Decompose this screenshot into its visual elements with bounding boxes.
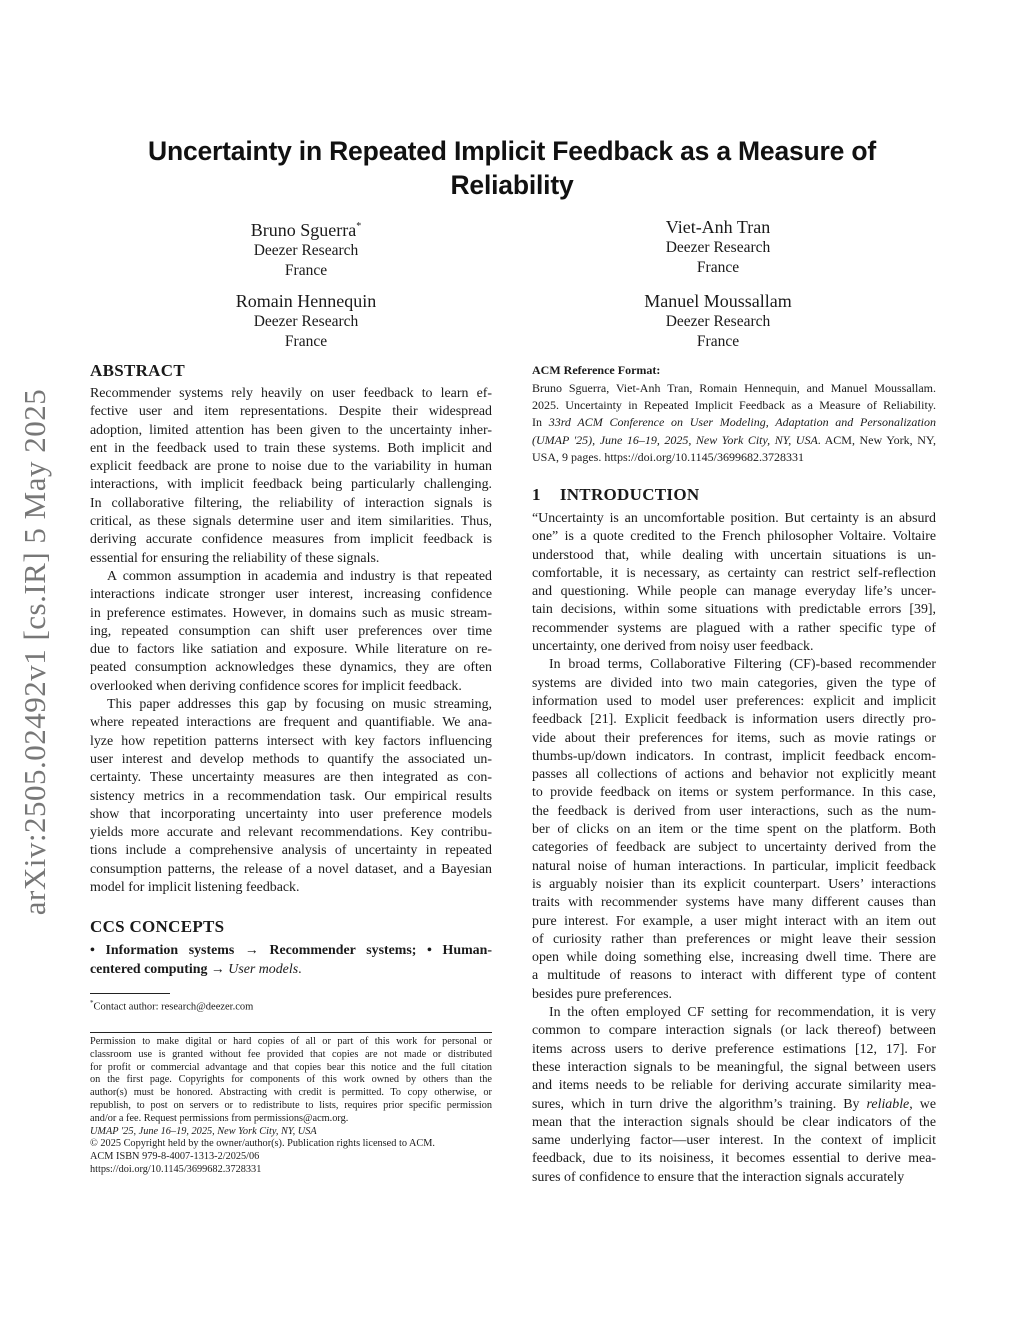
ccs-concepts	[90, 941, 492, 979]
text-line: and questioning. While people can manage everyday life’s uncer-	[532, 584, 936, 600]
author-name: Romain Hennequin	[235, 291, 377, 311]
text-line: author(s) must be honored. Abstracting with credit is permitted. To copy otherwise, or	[90, 1087, 492, 1099]
author-country: France	[696, 259, 740, 276]
copyright-line: © 2025 Copyright held by the owner/author(s). Publication rights licensed to ACM.	[90, 1138, 436, 1150]
text-line: model for implicit listening feedback.	[90, 880, 300, 896]
text-line: ent in the feedback used to train these systems. Both implicit and	[90, 440, 492, 456]
acm-ref-line: 2025. Uncertainty in Repeated Implicit Feedback as a Measure of Reliability.	[532, 398, 936, 413]
text-line: deriving accurate confidence measures from implicit feedback is	[90, 532, 492, 548]
text-line: where repeated interactions are frequent and quantifiable. We ana-	[90, 715, 492, 731]
text-line: lyze how repetition patterns intersect with key factors influencing	[90, 733, 492, 749]
text-line: peated consumption acknowledges these dynamics, they are often	[90, 660, 492, 676]
text-line: and items needs to be reliable for deriving accurate similarity mea-	[532, 1078, 936, 1094]
text-line: sistency metrics in a recommendation task. Our empirical results	[90, 788, 492, 804]
abstract-paragraph-1	[90, 385, 492, 568]
text-line: systems are divided into two main categories, given the type of	[532, 675, 936, 691]
abstract-paragraph-3	[90, 696, 492, 897]
abstract-paragraph-2	[90, 568, 492, 696]
intro-paragraph-1	[532, 510, 936, 656]
text-line: in preference estimates. However, in domains such as music stream-	[90, 605, 492, 621]
text-line: In the often employed CF setting for recommendation, it is very	[549, 1005, 936, 1021]
text-line: fective user and item representations. Despite their widespread	[90, 404, 492, 420]
text-line: natural noise of human interactions. In particular, implicit feedback	[532, 858, 936, 874]
venue-line: UMAP '25, June 16–19, 2025, New York City, NY, USA	[90, 1125, 317, 1137]
text-line: recommender systems are plagued with a rather specific type of	[532, 620, 936, 636]
author-affiliation: Deezer Research	[665, 313, 771, 330]
text-line: critical, as these signals determine user and item similarities. Thus,	[90, 514, 492, 530]
permission-text	[90, 1036, 492, 1126]
text-line: same underlying factor—user interest. In the context of implicit	[532, 1133, 936, 1149]
text-line: certainty. These uncertainty measures are then integrated as con-	[90, 770, 492, 786]
author-affiliation: Deezer Research	[253, 313, 359, 330]
author-country: France	[284, 333, 328, 350]
text-line: understood that, while dealing with uncertain situations is un-	[532, 547, 936, 563]
text-line: these interaction signals to be meaningful, the signal between users	[532, 1059, 936, 1075]
author-country: France	[696, 333, 740, 350]
text-line: of curiosity rather than preferences or might leave their session	[532, 931, 936, 947]
text-line: Recommender systems rely heavily on user feedback to learn ef-	[90, 386, 492, 401]
author-block-1	[176, 216, 436, 281]
text-line: one” is a quote credited to the French philosopher Voltaire. Voltaire	[532, 529, 936, 545]
text-line: due to factors like satiation and exposure. While literature on re-	[90, 642, 492, 658]
text-line: feedback, due to its noisiness, it becomes essential to derive mea-	[532, 1151, 936, 1167]
author-block-2	[588, 216, 848, 278]
text-line: feedback [21]. Explicit feedback is information users directly pro-	[532, 712, 936, 728]
text-line: vide about their preferences for items, such as movie ratings or	[532, 730, 936, 746]
text-line: passes all collections of actions and behavior not explicitly meant	[532, 767, 936, 783]
ccs-line-1: • Information systems → Recommender systems; • Human-	[90, 943, 492, 958]
text-line: comfortable, it is necessary, as certainty can restrict self-reflection	[532, 565, 936, 581]
intro-body	[532, 510, 936, 1187]
text-line: open while doing something else, increasing dwell time. There are	[532, 950, 936, 966]
text-line: explicit feedback are prone to noise due to the variability in human	[90, 459, 492, 475]
text-line: consumption patterns, the release of a novel dataset, and a Bayesian	[90, 861, 492, 877]
text-line: republish, to post on servers or to redistribute to lists, requires prior specific permission	[90, 1099, 492, 1111]
acm-ref-heading: ACM Reference Format:	[532, 363, 661, 377]
text-line: the feedback is derived from user interactions, such as the num-	[532, 803, 936, 819]
intro-paragraph-2	[532, 656, 936, 1004]
text-line: show that incorporating uncertainty into user preference models	[90, 806, 492, 822]
text-line: categories of feedback are subject to uncertainty derived from the	[532, 840, 936, 856]
text-line: thumbs-up/down indicators. In contrast, implicit feedback encom-	[532, 748, 936, 764]
text-line: “Uncertainty is an uncomfortable position. But certainty is an absurd	[532, 511, 936, 526]
author-country: France	[284, 262, 328, 279]
text-line: tain decisions, within some situations with predictable errors [39],	[532, 602, 936, 618]
intro-paragraph-3	[532, 1004, 936, 1187]
text-line: tions include a comprehensive analysis of uncertainty in repeated	[90, 843, 492, 859]
text-line: In collaborative filtering, the reliability of interaction signals is	[90, 495, 492, 511]
text-line: In broad terms, Collaborative Filtering (CF)-based recommender	[549, 657, 936, 673]
text-line: interactions indicate stronger user interest, increasing confidence	[90, 587, 492, 603]
ccs-line-2: centered computing → User models.	[90, 962, 302, 977]
isbn-line: ACM ISBN 979-8-4007-1313-2/2025/06	[90, 1151, 260, 1163]
text-line: yields more accurate and relevant recommendations. Key contribu-	[90, 825, 492, 841]
author-name: Bruno Sguerra*	[250, 220, 362, 240]
text-line: and/or a fee. Request permissions from permissions@acm.org.	[90, 1112, 349, 1124]
author-block-3	[176, 290, 436, 352]
text-line: sures, which in turn drive the algorithm’s training. By reliable, we	[532, 1096, 936, 1112]
text-line: a multitude of reasons to interact with different type of content	[532, 968, 936, 984]
text-line: is arguably noisier than its explicit counterpart. Users’ interactions	[532, 876, 936, 892]
acm-reference	[532, 380, 936, 466]
permission-rule	[90, 1032, 492, 1033]
text-line: mean that the interaction signals should be clear indicators of the	[532, 1114, 936, 1130]
paper-title: Uncertainty in Repeated Implicit Feedback as a Measure of Reliability	[148, 136, 876, 200]
text-line: to provide feedback on items or system performance. In this case,	[532, 785, 936, 801]
author-name: Viet-Anh Tran	[665, 217, 771, 237]
text-line: traits with recommender systems have many different causes than	[532, 895, 936, 911]
author-name: Manuel Moussallam	[644, 291, 792, 311]
ccs-heading: CCS CONCEPTS	[90, 917, 225, 936]
abstract-heading: ABSTRACT	[90, 361, 185, 380]
arxiv-stamp: arXiv:2505.02492v1 [cs.IR] 5 May 2025	[17, 388, 52, 916]
text-line: interactions, with implicit feedback being particularly challenging.	[90, 477, 492, 493]
text-line: items across users to derive preference estimations [12, 17]. For	[532, 1041, 936, 1057]
permission-block	[90, 1036, 492, 1177]
text-line: ber of clicks on an item or the time spent on the platform. Both	[532, 822, 936, 838]
intro-heading: 1 INTRODUCTION	[532, 485, 700, 504]
author-affiliation: Deezer Research	[253, 242, 359, 259]
acm-ref-line: In 33rd ACM Conference on User Modeling, Adaptation and Personalization	[532, 415, 936, 430]
text-line: pure interest. For example, a user might interact with an item out	[532, 913, 936, 929]
acm-ref-line: USA, 9 pages. https://doi.org/10.1145/3699682.3728331	[532, 449, 805, 464]
text-line: essential for ensuring the reliability of these signals.	[90, 550, 380, 566]
author-affiliation: Deezer Research	[665, 239, 771, 256]
text-line: besides pure preferences.	[532, 986, 672, 1002]
text-line: overlooked when deriving confidence scores for implicit feedback.	[90, 678, 462, 694]
text-line: on the first page. Copyrights for components of this work owned by others than the	[90, 1074, 492, 1086]
footnote: *Contact author: research@deezer.com	[90, 999, 254, 1013]
acm-ref-line: Bruno Sguerra, Viet-Anh Tran, Romain Hennequin, and Manuel Moussallam.	[532, 381, 936, 395]
text-line: Permission to make digital or hard copies of all or part of this work for personal or	[90, 1036, 492, 1047]
footnote-rule	[90, 993, 170, 994]
abstract-body	[90, 385, 492, 897]
text-line: information used to model user preferences: explicit and implicit	[532, 693, 936, 709]
text-line: This paper addresses this gap by focusing on music streaming,	[107, 697, 492, 713]
text-line: adoption, limited attention has been given to the uncertainty inher-	[90, 422, 492, 438]
text-line: A common assumption in academia and industry is that repeated	[107, 568, 492, 584]
author-block-4	[588, 290, 848, 352]
text-line: user interest and develop methods to quantify the associated un-	[90, 751, 492, 767]
text-line: common to compare interaction signals (or lack thereof) between	[532, 1023, 936, 1039]
text-line: for profit or commercial advantage and that copies bear this notice and the full citation	[90, 1061, 492, 1073]
text-line: ing, repeated consumption can shift user preferences over time	[90, 623, 492, 639]
text-line: uncertainty, one derived from noisy user feedback.	[532, 639, 814, 655]
text-line: classroom use is granted without fee provided that copies are not made or distributed	[90, 1048, 492, 1060]
text-line: sures of confidence to ensure that the interaction signals accurately	[532, 1169, 905, 1185]
doi-line: https://doi.org/10.1145/3699682.3728331	[90, 1163, 262, 1175]
acm-ref-line: (UMAP '25), June 16–19, 2025, New York City, NY, USA. ACM, New York, NY,	[532, 432, 936, 447]
